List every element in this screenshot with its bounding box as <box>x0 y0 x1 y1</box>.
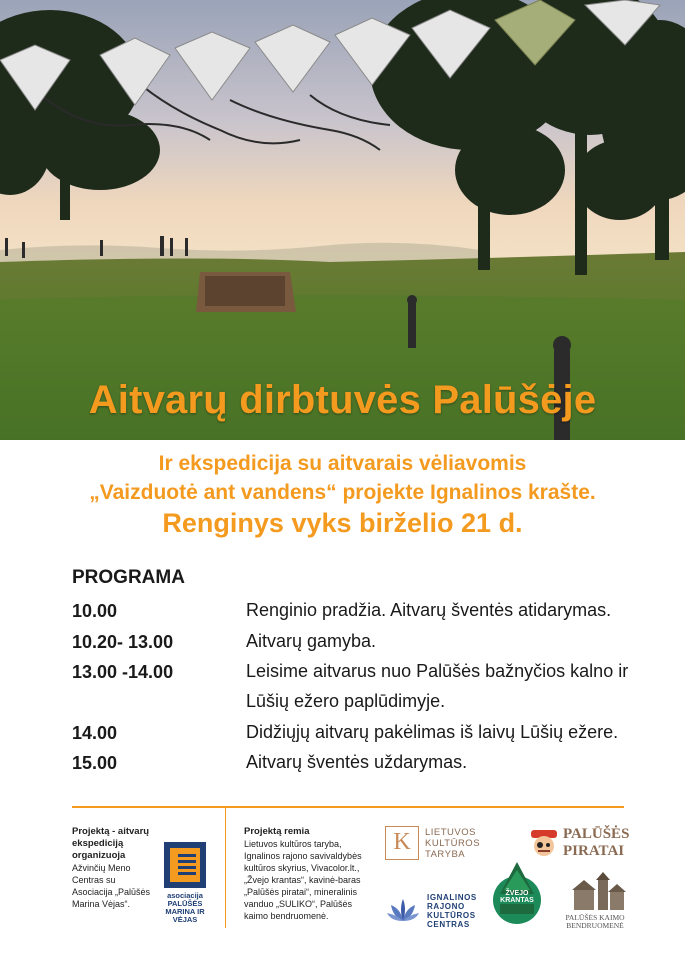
lkt-k-icon: K <box>385 826 419 860</box>
supporters-body: Lietuvos kultūros taryba, Ignalinos rajono savivaldybės kultūros skyrius, Vivacolor.lt., „Žvejo krantas“, kavinė-baras „Palūšės piratai“, mineralinis vanduo „SULIKO“, Palūšės kaimo bendruomenė. <box>244 839 362 921</box>
organizer-heading: Projektą - aitvarų ekspediciją organizuoja <box>72 826 150 861</box>
program-description: Didžiųjų aitvarų pakėlimas iš laivų Lūšių ežere. <box>246 722 619 742</box>
subtitle-line-2: „Vaizduotė ant vandens“ projekte Ignalinos krašte. <box>89 481 596 504</box>
lkt-logo-text: LIETUVOS KULTŪROS TARYBA <box>425 827 481 860</box>
church-icon <box>560 872 630 914</box>
program-description: Renginio pradžia. Aitvarų šventės atidarymas. <box>246 600 612 620</box>
program-heading: PROGRAMA <box>72 567 185 588</box>
organizer-block <box>72 826 157 910</box>
supporters-heading: Projektą remia <box>244 826 310 837</box>
footer-column-divider <box>225 808 226 928</box>
program-time: 14.00 <box>72 723 118 743</box>
lietuvos-kulturos-taryba-logo <box>385 826 505 862</box>
program-description: Leisime aitvarus nuo Palūšės bažnyčios kalno ir Lūšių ežero paplūdimyje. <box>246 661 629 711</box>
piratai-logo-text: PALŪŠĖS PIRATAI <box>563 826 630 859</box>
program-description: Aitvarų šventės uždarymas. <box>246 752 468 772</box>
supporters-block <box>244 826 369 922</box>
program-description: Aitvarų gamyba. <box>246 631 377 651</box>
marina-vejas-mark-icon <box>164 842 206 888</box>
lotus-icon <box>385 895 421 925</box>
ignalinos-kulturos-centras-logo <box>385 893 485 929</box>
pkb-logo-text: PALŪŠĖS KAIMO BENDRUOMENĖ <box>565 913 625 930</box>
zvejo-krantas-logo <box>492 860 542 926</box>
event-title: Aitvarų dirbtuvės Palūšėje <box>88 378 597 422</box>
program-time: 13.00 -14.00 <box>72 662 174 682</box>
kite-field-illustration <box>0 0 685 440</box>
program-time: 10.00 <box>72 601 118 621</box>
marina-vejas-logo <box>160 842 210 924</box>
footer-divider <box>72 806 624 808</box>
organizer-body: Ažvinčių Meno Centras su Asociacija „Palūšės Marina Vėjas“. <box>72 863 151 909</box>
hero-photo <box>0 0 685 440</box>
subtitle-line-1: Ir ekspedicija su aitvarais vėliavomis <box>158 452 527 475</box>
zvejo-krantas-text: ŽVEJO KRANTAS <box>500 890 534 904</box>
marina-vejas-logo-text: asociacija PALŪŠĖS MARINA IR VĖJAS <box>165 891 205 924</box>
pirate-icon <box>527 828 561 858</box>
program-time: 15.00 <box>72 753 118 773</box>
program-time: 10.20- 13.00 <box>72 632 174 652</box>
palusos-kaimo-bendruomene-logo <box>560 872 630 932</box>
irk-logo-text: IGNALINOS RAJONO KULTŪROS CENTRAS <box>427 893 477 929</box>
event-date: Renginys vyks birželio 21 d. <box>162 508 523 538</box>
palusos-piratai-logo <box>527 826 633 862</box>
